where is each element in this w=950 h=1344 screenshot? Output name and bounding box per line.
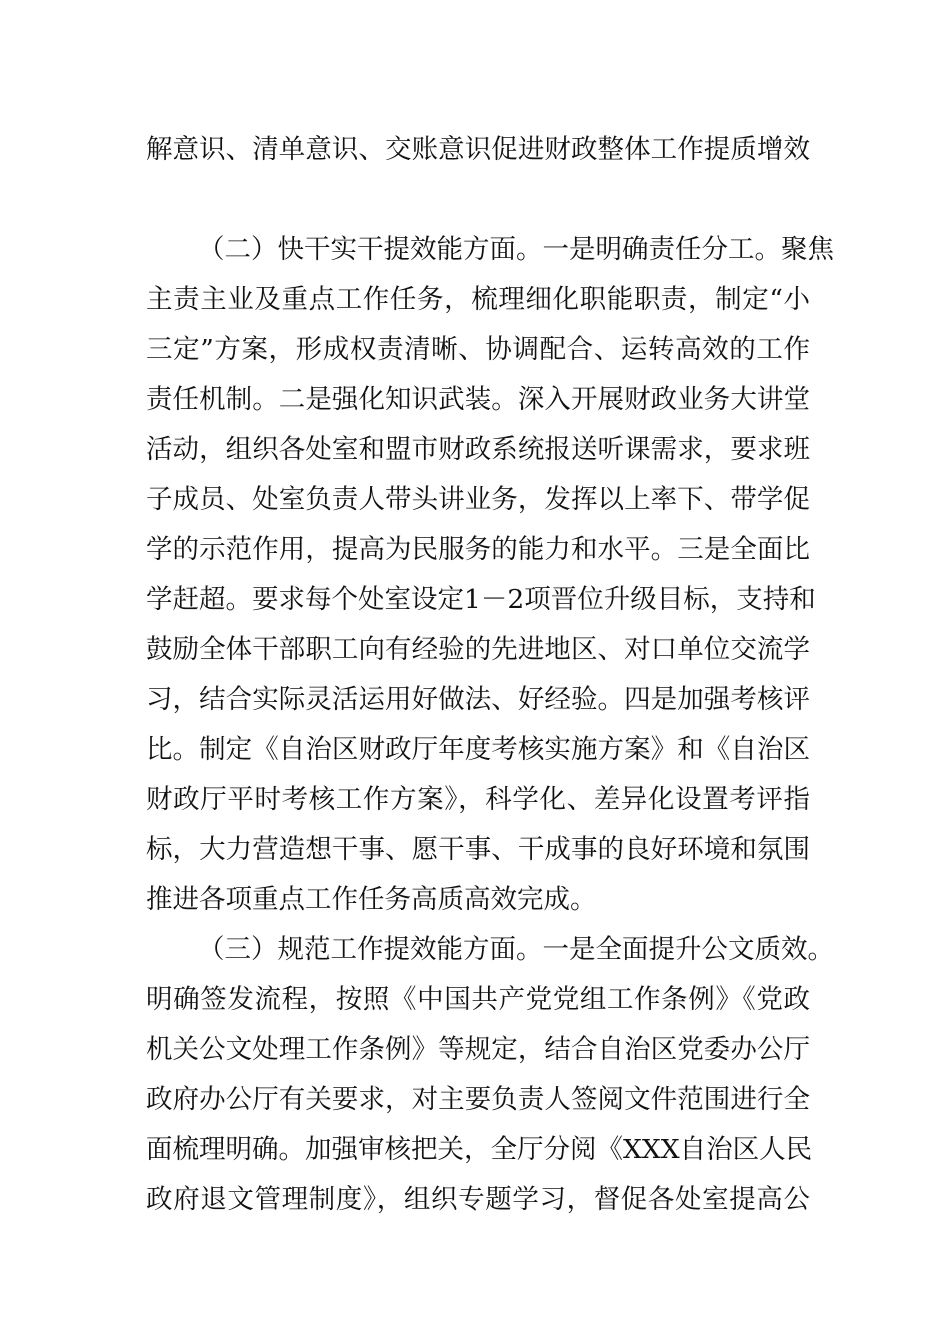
body-text-line: 推进各项重点工作任务高质高效完成。 (146, 884, 597, 915)
section-heading-line: （二）快干实干提效能方面。一是明确责任分工。聚焦 (198, 234, 834, 265)
body-text-line: 财政厅平时考核工作方案》，科学化、差异化设置考评指 (146, 784, 810, 815)
body-text-line: 主责主业及重点工作任务，梳理细化职能职责，制定“小 (146, 284, 810, 315)
body-text-line: 子成员、处室负责人带头讲业务，发挥以上率下、带学促 (146, 484, 810, 515)
body-text-line: 面梳理明确。加强审核把关，全厅分阅《XXX自治区人民 (146, 1134, 813, 1165)
body-text-line: 标，大力营造想干事、愿干事、干成事的良好环境和氛围 (146, 834, 810, 865)
body-text-line: 解意识、清单意识、交账意识促进财政整体工作提质增效 (146, 134, 810, 165)
body-text-line: 活动，组织各处室和盟市财政系统报送听课需求，要求班 (146, 434, 810, 465)
body-text-line: 政府退文管理制度》，组织专题学习，督促各处室提高公 (146, 1184, 810, 1215)
section-heading-line: （三）规范工作提效能方面。一是全面提升公文质效。 (198, 934, 834, 965)
body-text-line: 学的示范作用，提高为民服务的能力和水平。三是全面比 (146, 534, 810, 565)
body-text-line: 学赶超。要求每个处室设定1－2项晋位升级目标，支持和 (146, 584, 816, 615)
body-text-line: 机关公文处理工作条例》等规定，结合自治区党委办公厅 (146, 1034, 810, 1065)
body-text-line: 习，结合实际灵活运用好做法、好经验。四是加强考核评 (146, 684, 810, 715)
body-text-line: 明确签发流程，按照《中国共产党党组工作条例》《党政 (146, 984, 810, 1015)
body-text-line: 比。制定《自治区财政厅年度考核实施方案》和《自治区 (146, 734, 810, 765)
body-text-line: 三定”方案，形成权责清晰、协调配合、运转高效的工作 (146, 334, 810, 365)
body-text-line: 责任机制。二是强化知识武装。深入开展财政业务大讲堂 (146, 384, 810, 415)
body-text-line: 鼓励全体干部职工向有经验的先进地区、对口单位交流学 (146, 634, 810, 665)
body-text-line: 政府办公厅有关要求，对主要负责人签阅文件范围进行全 (146, 1084, 810, 1115)
